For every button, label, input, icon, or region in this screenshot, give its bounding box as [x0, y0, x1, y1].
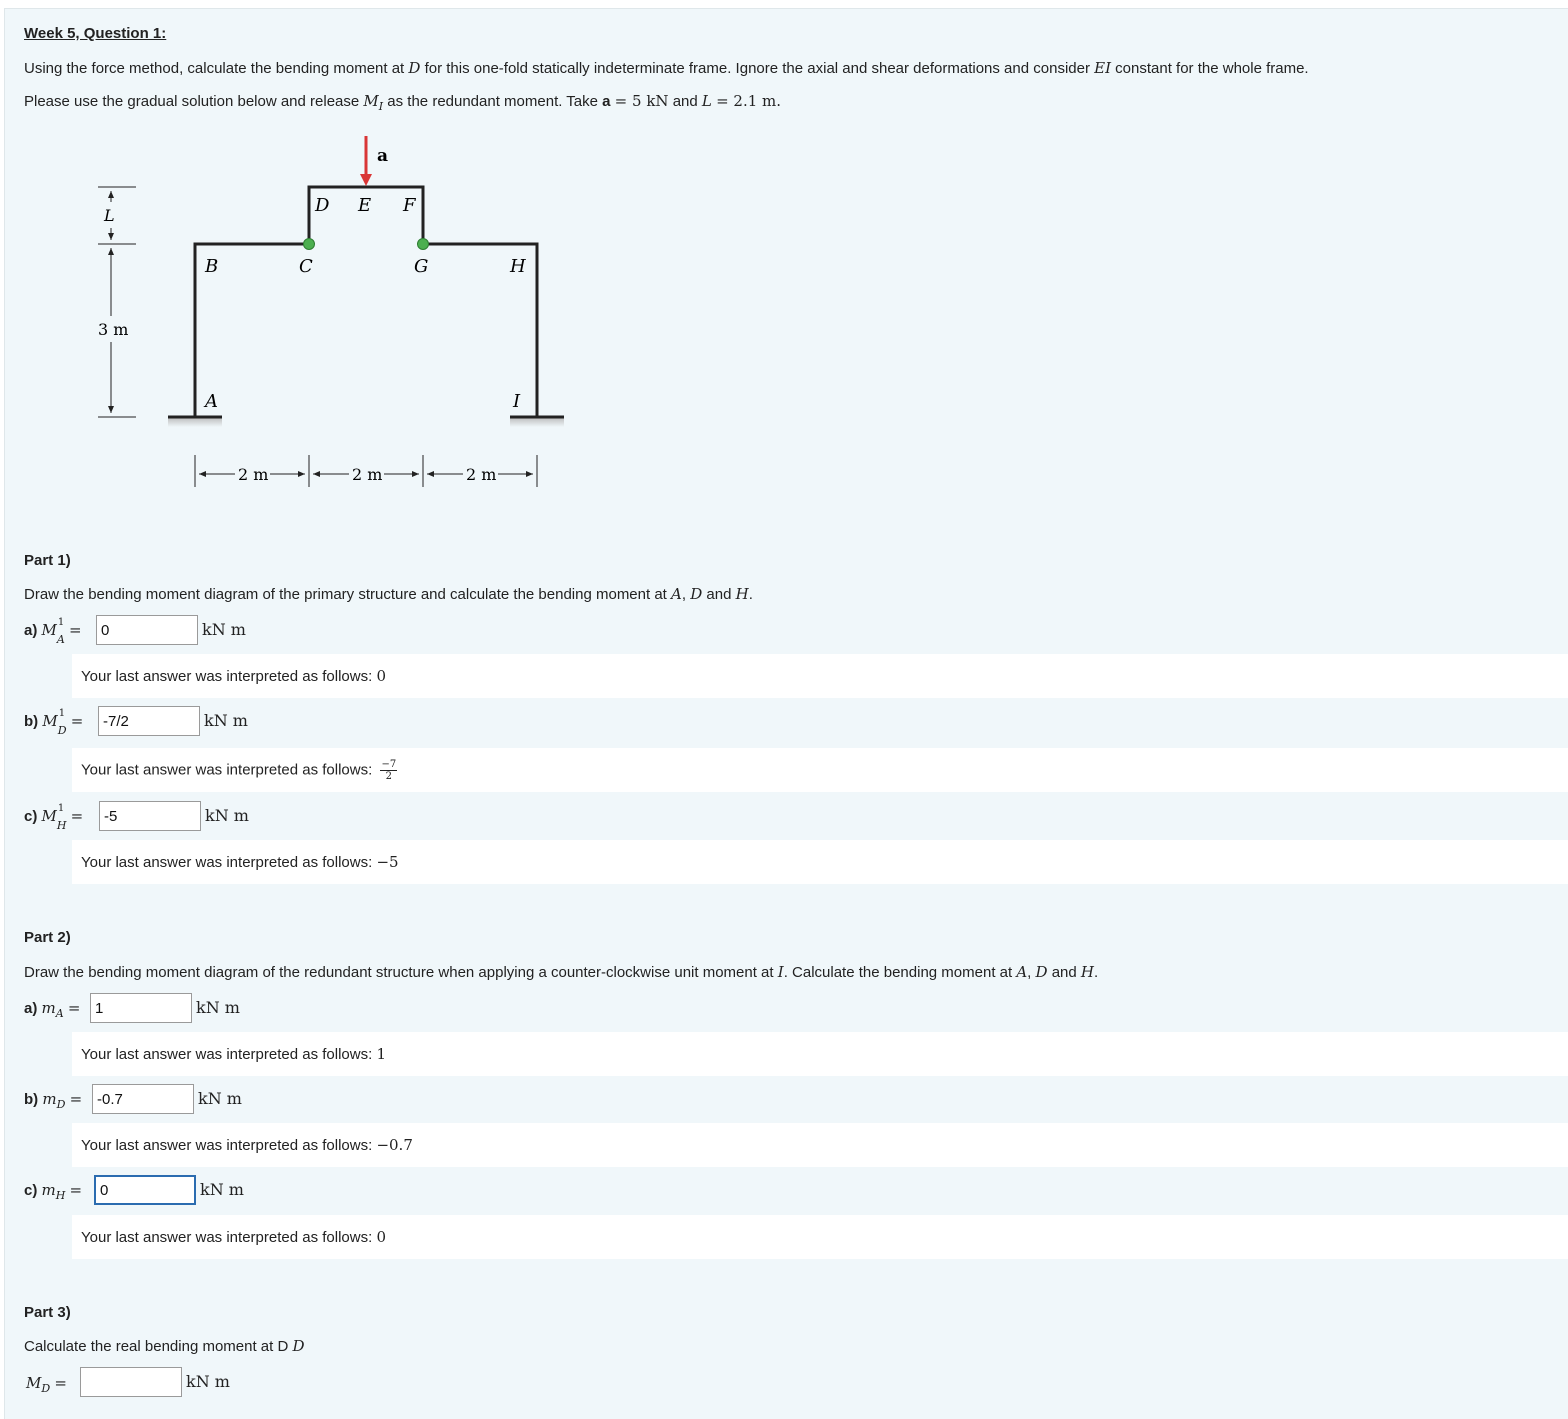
feedback-text: Your last answer was interpreted as follows:	[81, 1229, 373, 1246]
part2-b-unit: kN m	[198, 1089, 242, 1108]
feedback-text: Your last answer was interpreted as follows:	[81, 1137, 373, 1154]
interpreted-fraction: $\frac{-7}{2}$	[381, 759, 397, 782]
feedback-text: Your last answer was interpreted as follows:	[81, 1046, 373, 1063]
node-label-i: I	[513, 391, 521, 412]
hinge-c	[304, 239, 315, 250]
part1-b-unit: kN m	[204, 711, 248, 730]
question-title: Week 5, Question 1:	[24, 25, 167, 42]
interpreted-value: −0.7	[376, 1136, 413, 1154]
part1-a-feedback	[72, 654, 1568, 698]
part3-label: $M_D$ =	[26, 1374, 67, 1395]
part2-a-unit: kN m	[196, 998, 240, 1017]
load-label: a	[377, 146, 389, 166]
span-3-label: 2 m	[466, 465, 497, 484]
interpreted-value: 1	[376, 1045, 386, 1063]
span-2-label: 2 m	[352, 465, 383, 484]
node-label-h: H	[510, 256, 526, 277]
node-label-a: A	[205, 391, 218, 412]
part2-a-input[interactable]	[90, 993, 192, 1023]
frame-members	[195, 187, 537, 417]
feedback-text: Your last answer was interpreted as follows:	[81, 668, 373, 685]
part2-b-input[interactable]	[92, 1084, 194, 1114]
part2-c-input[interactable]	[94, 1175, 196, 1205]
intro-line-2: Please use the gradual solution below and release $M_I$ as the redundant moment. Take a = 5 kN and L = 2.1 m.	[24, 92, 782, 113]
node-label-b: B	[205, 256, 219, 277]
node-label-e: E	[358, 195, 372, 216]
feedback-text: Your last answer was interpreted as follows:	[81, 854, 373, 871]
part2-a-label: a) $m_A$ =	[24, 999, 81, 1020]
node-label-d: D	[315, 195, 330, 216]
part1-b-feedback	[72, 748, 1568, 792]
part1-heading: Part 1)	[24, 552, 71, 569]
part3-input[interactable]	[80, 1367, 182, 1397]
part1-a-label: a) M 1 $_A$ =	[24, 617, 82, 646]
part1-c-feedback	[72, 840, 1568, 884]
part2-c-feedback	[72, 1215, 1568, 1259]
part1-instruction: Draw the bending moment diagram of the primary structure and calculate the bending moment at A, D and H.	[24, 585, 753, 603]
dimension-l-label: L	[104, 206, 115, 225]
interpreted-value: −5	[376, 853, 399, 871]
load-arrow	[360, 136, 372, 186]
part1-c-unit: kN m	[205, 806, 249, 825]
frame-diagram	[90, 130, 580, 500]
part3-heading: Part 3)	[24, 1304, 71, 1321]
part1-a-unit: kN m	[202, 620, 246, 639]
part2-c-label: c) $m_H$ =	[24, 1181, 83, 1202]
feedback-text: Your last answer was interpreted as follows:	[81, 761, 373, 779]
part1-a-input[interactable]	[96, 615, 198, 645]
part1-b-label: b) M 1 $_D$ =	[24, 708, 84, 737]
part2-c-unit: kN m	[200, 1180, 244, 1199]
part2-heading: Part 2)	[24, 929, 71, 946]
part2-a-feedback	[72, 1032, 1568, 1076]
dimension-height-label: 3 m	[98, 320, 129, 339]
part2-b-feedback	[72, 1123, 1568, 1167]
interpreted-value: 0	[376, 667, 386, 685]
part3-unit: kN m	[186, 1372, 230, 1391]
node-label-g: G	[414, 256, 429, 277]
hinge-g	[418, 239, 429, 250]
node-label-f: F	[403, 195, 416, 216]
span-1-label: 2 m	[238, 465, 269, 484]
part3-instruction: Calculate the real bending moment at D D	[24, 1337, 305, 1355]
node-label-c: C	[299, 256, 313, 277]
part1-c-label: c) M 1 $_H$ =	[24, 803, 84, 832]
interpreted-value: 0	[376, 1228, 386, 1246]
part2-instruction: Draw the bending moment diagram of the redundant structure when applying a counter-clockwise unit moment at I. Calculate the bending moment at A, D and H.	[24, 963, 1099, 981]
part2-b-label: b) $m_D$ =	[24, 1090, 83, 1111]
intro-line-1: Using the force method, calculate the bending moment at D for this one-fold statically indeterminate frame. Ignore the axial and shear deformations and consider EI constant for the whole frame.	[24, 59, 1309, 77]
part1-b-input[interactable]	[98, 706, 200, 736]
part1-c-input[interactable]	[99, 801, 201, 831]
